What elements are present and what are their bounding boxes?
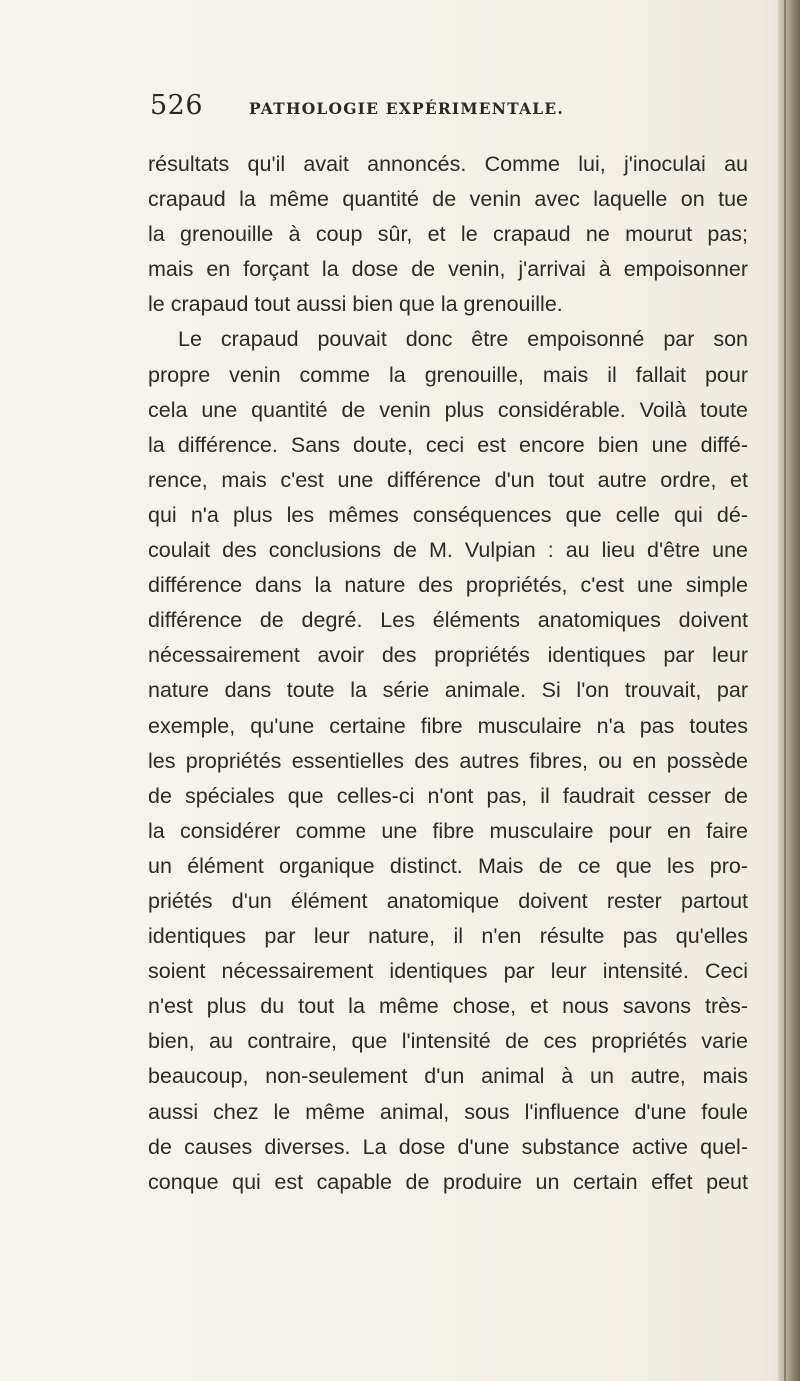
text-line: différence de degré. Les éléments anatomiques doivent xyxy=(148,608,748,633)
page-gutter-shadow xyxy=(778,0,800,1381)
body-text xyxy=(148,147,748,1200)
text-line: conque qui est capable de produire un certain effet peut xyxy=(148,1169,748,1194)
text-line: le crapaud tout aussi bien que la grenouille. xyxy=(148,292,563,317)
text-line: exemple, qu'une certaine fibre musculaire n'a pas toutes xyxy=(148,713,748,738)
text-line: bien, au contraire, que l'intensité de ces propriétés varie xyxy=(148,1029,748,1054)
text-line: les propriétés essentielles des autres fibres, ou en possède xyxy=(148,748,748,773)
page-number: 526 xyxy=(150,90,204,121)
text-line: de causes diverses. La dose d'une substance active quel- xyxy=(148,1134,748,1159)
page-gutter-edge xyxy=(784,0,786,1381)
running-title: PATHOLOGIE EXPÉRIMENTALE. xyxy=(249,99,564,118)
text-line: crapaud la même quantité de venin avec laquelle on tue xyxy=(148,187,748,212)
text-line: de spéciales que celles-ci n'ont pas, il faudrait cesser de xyxy=(148,783,748,808)
text-line: n'est plus du tout la même chose, et nous savons très- xyxy=(148,994,748,1019)
text-line: nécessairement avoir des propriétés identiques par leur xyxy=(148,643,748,668)
running-head xyxy=(150,90,750,134)
text-line: mais en forçant la dose de venin, j'arrivai à empoisonner xyxy=(148,257,748,282)
text-line: cela une quantité de venin plus considérable. Voilà toute xyxy=(148,397,748,422)
text-line: aussi chez le même animal, sous l'influence d'une foule xyxy=(148,1099,748,1124)
text-line: propre venin comme la grenouille, mais il fallait pour xyxy=(148,362,748,387)
text-line: soient nécessairement identiques par leur intensité. Ceci xyxy=(148,959,748,984)
text-line: priétés d'un élément anatomique doivent rester partout xyxy=(148,888,748,913)
text-line: la grenouille à coup sûr, et le crapaud ne mourut pas; xyxy=(148,222,748,247)
text-line: la considérer comme une fibre musculaire pour en faire xyxy=(148,818,748,843)
text-line: beaucoup, non-seulement d'un animal à un autre, mais xyxy=(148,1064,748,1089)
text-line: résultats qu'il avait annoncés. Comme lui, j'inoculai au xyxy=(148,152,748,176)
text-line: identiques par leur nature, il n'en résulte pas qu'elles xyxy=(148,924,748,949)
text-line: différence dans la nature des propriétés, c'est une simple xyxy=(148,573,748,598)
text-line: un élément organique distinct. Mais de ce que les pro- xyxy=(148,853,748,878)
text-line: Le crapaud pouvait donc être empoisonné par son xyxy=(178,327,748,352)
text-line: nature dans toute la série animale. Si l'on trouvait, par xyxy=(148,678,748,703)
text-line: rence, mais c'est une différence d'un tout autre ordre, et xyxy=(148,467,748,492)
text-line: coulait des conclusions de M. Vulpian : au lieu d'être une xyxy=(148,538,748,563)
text-line: qui n'a plus les mêmes conséquences que celle qui dé- xyxy=(148,502,748,527)
text-line: la différence. Sans doute, ceci est encore bien une diffé- xyxy=(148,432,748,457)
